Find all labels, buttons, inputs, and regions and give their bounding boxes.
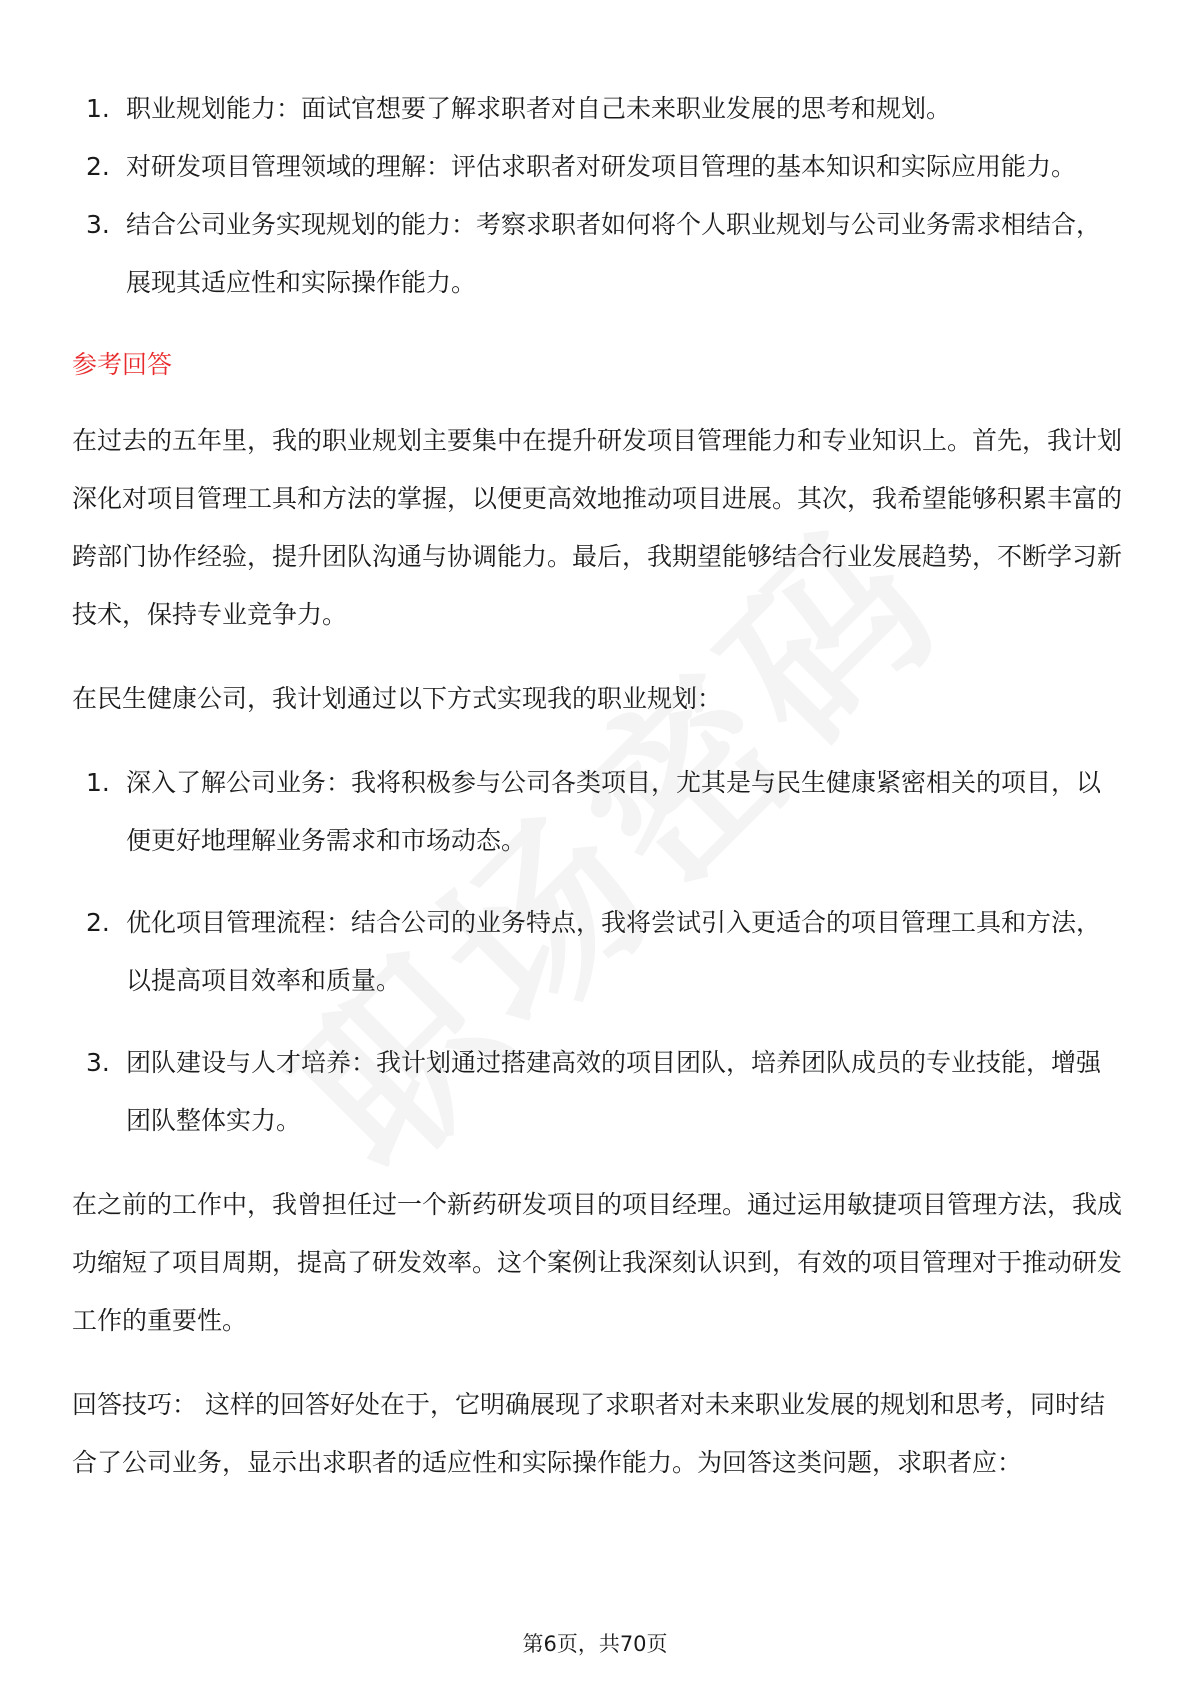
list-item xyxy=(72,80,1124,138)
list-number: 1. xyxy=(86,94,110,123)
page-content xyxy=(72,80,1124,1518)
paragraph: 在过去的五年里，我的职业规划主要集中在提升研发项目管理能力和专业知识上。首先，我计划深化对项目管理工具和方法的掌握，以便更高效地推动项目进展。其次，我希望能够积累丰富的跨部门协作经验，提升团队沟通与协调能力。最后，我期望能够结合行业发展趋势，不断学习新技术，保持专业竞争力。 xyxy=(72,426,1123,629)
list-item xyxy=(72,138,1124,196)
list-item-text: 对研发项目管理领域的理解：评估求职者对研发项目管理的基本知识和实际应用能力。 xyxy=(126,152,1077,181)
list-item xyxy=(72,196,1124,312)
intro-list xyxy=(72,80,1124,312)
page-footer: 第6页，共70页 xyxy=(522,1632,668,1656)
reference-answer-heading: 参考回答 xyxy=(72,350,173,379)
list-number: 3. xyxy=(86,210,110,239)
plan-list xyxy=(72,754,1124,1150)
list-number: 2. xyxy=(86,152,110,181)
list-item-text: 优化项目管理流程：结合公司的业务特点，我将尝试引入更适合的项目管理工具和方法，以提高项目效率和质量。 xyxy=(126,908,1102,995)
list-number: 2. xyxy=(86,908,110,937)
list-item-text: 结合公司业务实现规划的能力：考察求职者如何将个人职业规划与公司业务需求相结合，展现其适应性和实际操作能力。 xyxy=(126,210,1102,297)
list-number: 1. xyxy=(86,768,110,797)
answer-tips-paragraph: 回答技巧： 这样的回答好处在于，它明确展现了求职者对未来职业发展的规划和思考，同时结合了公司业务，显示出求职者的适应性和实际操作能力。为回答这类问题，求职者应： xyxy=(72,1390,1105,1477)
paragraph: 在之前的工作中，我曾担任过一个新药研发项目的项目经理。通过运用敏捷项目管理方法，我成功缩短了项目周期，提高了研发效率。这个案例让我深刻认识到，有效的项目管理对于推动研发工作的重要性。 xyxy=(72,1190,1123,1335)
list-item xyxy=(72,894,1124,1010)
list-item-text: 团队建设与人才培养：我计划通过搭建高效的项目团队，培养团队成员的专业技能，增强团队整体实力。 xyxy=(126,1048,1102,1135)
list-item-text: 深入了解公司业务：我将积极参与公司各类项目，尤其是与民生健康紧密相关的项目，以便更好地理解业务需求和市场动态。 xyxy=(126,768,1102,855)
list-item xyxy=(72,1034,1124,1150)
list-number: 3. xyxy=(86,1048,110,1077)
paragraph: 在民生健康公司，我计划通过以下方式实现我的职业规划： xyxy=(72,684,723,713)
list-item xyxy=(72,754,1124,870)
list-item-text: 职业规划能力：面试官想要了解求职者对自己未来职业发展的思考和规划。 xyxy=(126,94,952,123)
